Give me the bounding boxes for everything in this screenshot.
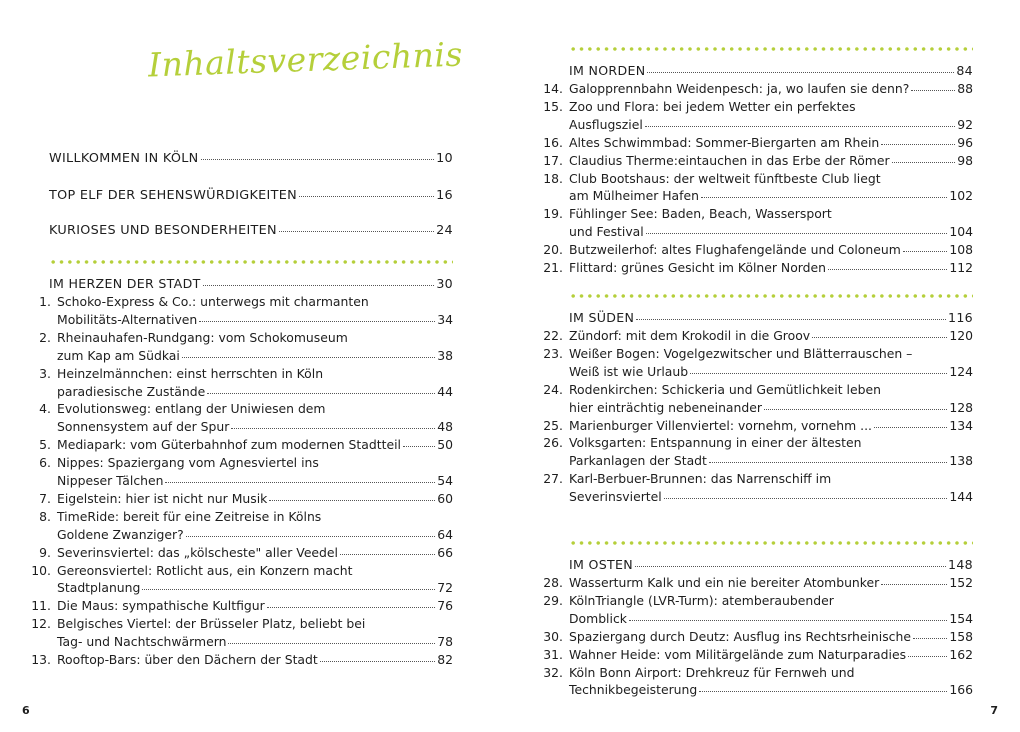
- entry-text: Rodenkirchen: Schickeria und Gemütlichkeit leben: [569, 381, 881, 397]
- entry-text: Parkanlagen der Stadt: [569, 453, 707, 469]
- page-ref: 34: [437, 311, 453, 327]
- dot-leader: [903, 250, 948, 252]
- dot-leader: [647, 71, 954, 73]
- entry-number: 11.: [31, 598, 51, 614]
- page-ref: 120: [949, 328, 973, 343]
- page-ref: 112: [949, 260, 973, 275]
- toc-entry-line: [543, 574, 973, 592]
- section-heading-label: IM HERZEN DER STADT: [49, 276, 201, 291]
- dot-leader: [267, 606, 436, 608]
- dot-leader: [646, 232, 948, 234]
- entry-text: TimeRide: bereit für eine Zeitreise in Kölns: [57, 508, 322, 524]
- top-entry-label: KURIOSES UND BESONDERHEITEN: [49, 223, 277, 238]
- toc-entry-line: [31, 562, 453, 580]
- dot-leader: [186, 535, 436, 537]
- entry-number: 3.: [39, 365, 51, 381]
- section-divider: [569, 47, 973, 51]
- page-ref: 50: [437, 437, 453, 453]
- page-ref: 78: [437, 634, 453, 650]
- toc-entry-line: [31, 544, 453, 562]
- page-ref: 88: [957, 81, 973, 96]
- entry-number: 21.: [543, 260, 563, 275]
- toc-entry-line: [31, 365, 453, 383]
- top-entry-label: WILLKOMMEN IN KÖLN: [49, 151, 199, 166]
- dot-leader: [165, 481, 435, 483]
- toc-entry-line: [543, 681, 973, 699]
- page-ref: 84: [956, 63, 973, 78]
- page-ref: 10: [436, 151, 453, 166]
- dot-leader: [203, 284, 435, 286]
- entry-text: Sonnensystem auf der Spur: [57, 419, 230, 435]
- page-ref: 108: [949, 242, 973, 258]
- toc-entry-line: [31, 418, 453, 436]
- entry-number: 5.: [39, 437, 51, 453]
- entry-text: Heinzelmännchen: einst herrschten in Köln: [57, 365, 324, 381]
- toc-entry-line: [543, 116, 973, 134]
- section-heading: [569, 309, 973, 327]
- toc-entry-line: [543, 187, 973, 205]
- entry-number: 25.: [543, 417, 563, 433]
- entry-text: Club Bootshaus: der weltweit fünftbeste Club liegt: [569, 170, 881, 186]
- page-ref: 116: [948, 310, 973, 325]
- entry-text: KölnTriangle (LVR-Turm): atemberaubender: [569, 592, 834, 608]
- entry-number: 8.: [39, 508, 51, 524]
- toc-entry-line: [543, 345, 973, 363]
- page-ref: 24: [436, 223, 453, 238]
- entry-number: 27.: [543, 471, 563, 487]
- section-divider: [569, 294, 973, 298]
- dot-leader: [911, 89, 955, 91]
- page-ref: 48: [437, 419, 453, 435]
- entry-text: hier einträchtig nebeneinander: [569, 399, 762, 415]
- toc-entry-line: [543, 98, 973, 116]
- toc-entry-line: [543, 628, 973, 646]
- entry-text: Domblick: [569, 610, 627, 626]
- entry-text: Flittard: grünes Gesicht im Kölner Norden: [569, 260, 827, 275]
- toc-entry-line: [543, 80, 973, 98]
- entry-number: 24.: [543, 381, 563, 397]
- page-ref: 82: [437, 652, 453, 667]
- page-ref: 148: [948, 557, 973, 572]
- page-ref: 138: [949, 453, 973, 469]
- dot-leader: [182, 356, 435, 358]
- entry-number: 1.: [39, 294, 51, 309]
- entry-text: Claudius Therme:eintauchen in das Erbe der Römer: [569, 152, 890, 168]
- dot-leader: [201, 158, 435, 160]
- page-ref: 104: [949, 224, 973, 240]
- entry-text: Technikbegeisterung: [569, 682, 698, 698]
- toc-entry-line: [31, 436, 453, 454]
- dot-leader: [629, 619, 947, 621]
- entry-text: Weißer Bogen: Vogelgezwitscher und Blätterrauschen –: [569, 345, 913, 361]
- page-ref: 54: [437, 473, 453, 488]
- page-ref: 92: [957, 116, 973, 132]
- entry-text: Wahner Heide: vom Militärgelände zum Naturparadies: [569, 646, 907, 662]
- toc-entry-line: [543, 646, 973, 664]
- toc-top-entry: [49, 150, 453, 168]
- toc-entry-line: [543, 170, 973, 188]
- entry-text: Volksgarten: Entspannung in einer der ältesten: [569, 435, 862, 451]
- entry-number: 29.: [543, 592, 563, 608]
- entry-text: Zündorf: mit dem Krokodil in die Groov: [569, 328, 811, 343]
- page-ref: 102: [949, 188, 973, 204]
- page-ref: 76: [437, 598, 453, 614]
- dot-leader: [812, 336, 947, 338]
- entry-number: 9.: [39, 544, 51, 560]
- entry-number: 10.: [31, 562, 51, 578]
- entry-text: Die Maus: sympathische Kultfigur: [57, 598, 265, 614]
- toc-entry-line: [31, 508, 453, 526]
- page-ref: 124: [949, 363, 973, 379]
- dot-leader: [874, 426, 947, 428]
- entry-text: Rheinauhafen-Rundgang: vom Schokomuseum: [57, 329, 348, 345]
- entry-number: 17.: [543, 152, 563, 168]
- entry-text: Eigelstein: hier ist nicht nur Musik: [57, 490, 268, 506]
- top-entry-label: TOP ELF DER SEHENSWÜRDIGKEITEN: [49, 188, 298, 203]
- entry-number: 30.: [543, 628, 563, 644]
- toc-entry-line: [543, 610, 973, 628]
- page-number-right: 7: [990, 704, 998, 717]
- entry-text: Altes Schwimmbad: Sommer-Biergarten am Rhein: [569, 134, 880, 150]
- dot-leader: [690, 372, 947, 374]
- toc-entry-line: [543, 664, 973, 682]
- page-ref: 98: [957, 152, 973, 168]
- page-ref: 16: [436, 188, 453, 203]
- page-ref: 64: [437, 526, 453, 542]
- toc-entry-line: [31, 347, 453, 365]
- page-ref: 152: [949, 575, 973, 590]
- entry-number: 13.: [31, 652, 51, 667]
- entry-text: zum Kap am Südkai: [57, 347, 180, 363]
- entry-number: 6.: [39, 455, 51, 471]
- entry-text: Goldene Zwanziger?: [57, 526, 184, 542]
- toc-entry-line: [543, 399, 973, 417]
- toc-entry-line: [543, 470, 973, 488]
- section-heading: [569, 556, 973, 574]
- page-ref: 166: [949, 682, 973, 698]
- toc-entry-line: [31, 472, 453, 490]
- section-heading-label: IM NORDEN: [569, 63, 646, 78]
- entry-text: Tag- und Nachtschwärmern: [57, 634, 227, 650]
- dot-leader: [299, 195, 434, 197]
- entry-text: Evolutionsweg: entlang der Uniwiesen dem: [57, 401, 326, 417]
- dot-leader: [881, 583, 947, 585]
- toc-entry-line: [543, 417, 973, 435]
- toc-entry-line: [543, 452, 973, 470]
- toc-entry-line: [31, 383, 453, 401]
- page-ref: 38: [437, 347, 453, 363]
- entry-text: Weiß ist wie Urlaub: [569, 363, 689, 379]
- dot-leader: [709, 461, 947, 463]
- dot-leader: [892, 161, 956, 163]
- entry-text: Stadtplanung: [57, 580, 141, 596]
- entry-text: Belgisches Viertel: der Brüsseler Platz, beliebt bei: [57, 616, 366, 632]
- page-ref: 30: [436, 276, 453, 291]
- toc-entry-line: [543, 488, 973, 506]
- entry-text: Spaziergang durch Deutz: Ausflug ins Rechtsrheinische: [569, 628, 911, 644]
- toc-entry-line: [543, 205, 973, 223]
- toc-entry-line: [31, 597, 453, 615]
- entry-number: 31.: [543, 646, 563, 662]
- entry-text: paradiesische Zustände: [57, 383, 206, 399]
- dot-leader: [228, 642, 435, 644]
- toc-entry-line: [31, 615, 453, 633]
- entry-text: Schoko-Express & Co.: unterwegs mit charmanten: [57, 294, 369, 309]
- toc-entry-line: [31, 490, 453, 508]
- toc-top-entry: [49, 222, 453, 240]
- entry-text: Mobilitäts-Alternativen: [57, 311, 198, 327]
- dot-leader: [636, 318, 946, 320]
- dot-leader: [142, 588, 435, 590]
- entry-text: Ausflugsziel: [569, 116, 643, 132]
- dot-leader: [207, 392, 435, 394]
- page-ref: 72: [437, 580, 453, 596]
- entry-text: und Festival: [569, 224, 644, 240]
- entry-number: 26.: [543, 435, 563, 451]
- entry-text: Nippeser Tälchen: [57, 473, 164, 488]
- entry-number: 32.: [543, 664, 563, 680]
- entry-number: 22.: [543, 328, 563, 343]
- toc-entry-line: [543, 223, 973, 241]
- entry-text: am Mülheimer Hafen: [569, 188, 699, 204]
- section-heading-label: IM SÜDEN: [569, 310, 635, 325]
- page-ref: 144: [949, 489, 973, 505]
- entry-number: 14.: [543, 81, 563, 96]
- toc-entry-line: [31, 454, 453, 472]
- dot-leader: [320, 660, 435, 662]
- toc-entry-line: [543, 592, 973, 610]
- toc-entry-line: [31, 579, 453, 597]
- toc-entry-line: [31, 293, 453, 311]
- section-heading-label: IM OSTEN: [569, 557, 633, 572]
- entry-text: Wasserturm Kalk und ein nie bereiter Atombunker: [569, 575, 880, 590]
- toc-entry-line: [31, 651, 453, 669]
- entry-number: 15.: [543, 98, 563, 114]
- page-number-left: 6: [22, 704, 30, 717]
- dot-leader: [269, 499, 435, 501]
- dot-leader: [699, 690, 947, 692]
- entry-number: 4.: [39, 401, 51, 417]
- entry-number: 7.: [39, 490, 51, 506]
- toc-entry-line: [31, 311, 453, 329]
- page-ref: 134: [949, 417, 973, 433]
- dot-leader: [913, 637, 947, 639]
- right-page: [510, 0, 1020, 732]
- toc-entry-line: [543, 152, 973, 170]
- dot-leader: [664, 497, 948, 499]
- dot-leader: [764, 408, 947, 410]
- page-ref: 158: [949, 628, 973, 644]
- dot-leader: [635, 565, 946, 567]
- section-heading: [49, 275, 453, 293]
- entry-text: Zoo und Flora: bei jedem Wetter ein perfektes: [569, 98, 856, 114]
- entry-text: Köln Bonn Airport: Drehkreuz für Fernweh und: [569, 664, 855, 680]
- dot-leader: [908, 655, 947, 657]
- toc-entry-line: [543, 381, 973, 399]
- toc-entry-line: [543, 434, 973, 452]
- toc-entry-line: [543, 134, 973, 152]
- section-heading: [569, 62, 973, 80]
- entry-number: 20.: [543, 242, 563, 258]
- dot-leader: [701, 196, 947, 198]
- entry-text: Severinsviertel: [569, 489, 662, 505]
- page-ref: 162: [949, 646, 973, 662]
- entry-number: 28.: [543, 575, 563, 590]
- entry-number: 2.: [39, 329, 51, 345]
- entry-text: Gereonsviertel: Rotlicht aus, ein Konzern macht: [57, 562, 353, 578]
- page-ref: 66: [437, 544, 453, 560]
- entry-number: 12.: [31, 616, 51, 632]
- toc-entry-line: [31, 329, 453, 347]
- dot-leader: [231, 427, 435, 429]
- dot-leader: [828, 268, 947, 270]
- dot-leader: [403, 445, 435, 447]
- toc-entry-line: [31, 400, 453, 418]
- entry-number: 18.: [543, 170, 563, 186]
- toc-entry-line: [543, 259, 973, 277]
- entry-number: 19.: [543, 206, 563, 222]
- entry-text: Rooftop-Bars: über den Dächern der Stadt: [57, 652, 318, 667]
- entry-number: 16.: [543, 134, 563, 150]
- entry-text: Fühlinger See: Baden, Beach, Wassersport: [569, 206, 832, 222]
- entry-text: Marienburger Villenviertel: vornehm, vornehm ...: [569, 417, 872, 433]
- entry-text: Severinsviertel: das „kölscheste" aller Veedel: [57, 544, 338, 560]
- section-divider: [49, 260, 453, 264]
- toc-entry-line: [543, 327, 973, 345]
- section-divider: [569, 541, 973, 545]
- entry-number: 23.: [543, 345, 563, 361]
- dot-leader: [881, 143, 955, 145]
- toc-title: Inhaltsverzeichnis: [147, 34, 464, 85]
- entry-text: Butzweilerhof: altes Flughafengelände und Coloneum: [569, 242, 901, 258]
- page-ref: 60: [437, 490, 453, 506]
- toc-entry-line: [543, 363, 973, 381]
- entry-text: Karl-Berbuer-Brunnen: das Narrenschiff im: [569, 471, 832, 487]
- entry-text: Mediapark: vom Güterbahnhof zum modernen Stadtteil: [57, 437, 401, 453]
- toc-entry-line: [543, 241, 973, 259]
- dot-leader: [645, 125, 955, 127]
- dot-leader: [340, 553, 435, 555]
- dot-leader: [279, 230, 434, 232]
- page-ref: 96: [957, 134, 973, 150]
- page-ref: 128: [949, 399, 973, 415]
- dot-leader: [199, 320, 435, 322]
- entry-text: Galopprennbahn Weidenpesch: ja, wo laufen sie denn?: [569, 81, 910, 96]
- toc-entry-line: [31, 633, 453, 651]
- toc-top-entry: [49, 187, 453, 205]
- toc-entry-line: [31, 526, 453, 544]
- page-ref: 154: [949, 610, 973, 626]
- entry-text: Nippes: Spaziergang vom Agnesviertel ins: [57, 455, 319, 471]
- page-ref: 44: [437, 383, 453, 399]
